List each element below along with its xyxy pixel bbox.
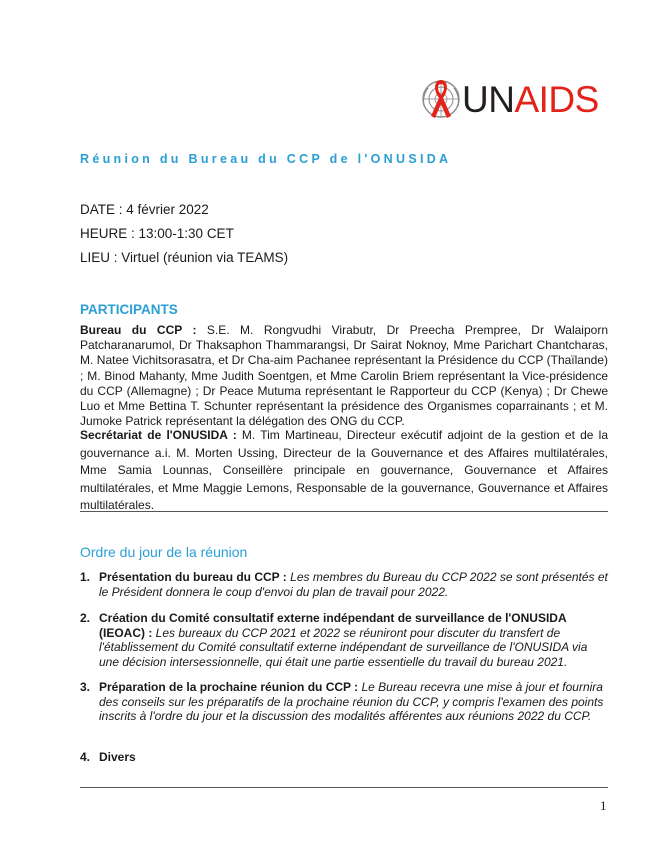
secretariat-label: Secrétariat de l'ONUSIDA : xyxy=(80,428,237,442)
agenda-item-label: Création du Comité consultatif externe indépendant de surveillance de l'ONUSIDA (IEOAC) : xyxy=(99,611,567,640)
agenda-item xyxy=(80,611,608,669)
agenda-item-number: 3. xyxy=(80,680,91,694)
unaids-logo xyxy=(418,76,599,122)
secretariat-paragraph xyxy=(80,427,608,515)
footer-divider xyxy=(80,787,608,788)
bureau-text: S.E. M. Rongvudhi Virabutr, Dr Preecha Prempree, Dr Walaiporn Patcharanarumol, Dr Thaksaphon Thammarangsi, Dr Sairat Noknoy, Mme Parichart Chantcharas, M. Natee Vichitsorasatra, et Dr Cha-aim Pachanee représentant la Présidence du CCP (Thaïlande) ; M. Binod Mahanty, Mme Judith Soentgen, et Mme Carolin Briem représentant la Vice-présidence du CCP (Allemagne) ; Dr Peace Mutuma représentant le Rapporteur du CCP (Kenya) ; Dr Chewe Luo et Mme Bettina T. Schunter représentant la présidence des Organismes coparrainants ; et M. Jumoke Patrick représentant la délégation des ONG du CCP. xyxy=(80,323,608,429)
bureau-label: Bureau du CCP : xyxy=(80,323,197,337)
agenda-item xyxy=(80,680,608,724)
unaids-wordmark: UNAIDS xyxy=(462,78,599,120)
agenda-item xyxy=(80,750,608,765)
bureau-paragraph xyxy=(80,323,608,429)
participants-heading: PARTICIPANTS xyxy=(80,302,178,317)
page-number: 1 xyxy=(600,798,607,813)
agenda-item-label: Divers xyxy=(99,750,136,764)
agenda-item-description: Les membres du Bureau du CCP 2022 se sont présentés et le Président donnera le coup d'envoi du plan de travail pour 2022. xyxy=(99,570,608,599)
document-title: Réunion du Bureau du CCP de l'ONUSIDA xyxy=(80,152,452,166)
agenda-item-label: Préparation de la prochaine réunion du CCP : xyxy=(99,680,359,694)
meeting-time: HEURE : 13:00-1:30 CET xyxy=(80,226,234,241)
un-emblem-ribbon-icon xyxy=(418,76,464,122)
agenda-item-description: Le Bureau recevra une mise à jour et fournira des conseils sur les préparatifs de la prochaine réunion du CCP, y compris l'examen des points inscrits à l'ordre du jour et la discussion des modalités afférentes aux réunions 2022 du CCP. xyxy=(99,680,604,724)
agenda-item-number: 1. xyxy=(80,570,91,584)
meeting-place: LIEU : Virtuel (réunion via TEAMS) xyxy=(80,250,289,265)
agenda-item-number: 2. xyxy=(80,611,91,625)
agenda-heading: Ordre du jour de la réunion xyxy=(80,544,248,560)
agenda-item-description: Les bureaux du CCP 2021 et 2022 se réuniront pour discuter du transfert de l'établissement du Comité consultatif externe indépendant de surveillance de l'ONUSIDA via une décision intersessionnelle, qui était une partie essentielle du travail du bureau 2021. xyxy=(99,625,588,669)
agenda-item xyxy=(80,570,608,599)
meeting-date: DATE : 4 février 2022 xyxy=(80,202,209,217)
agenda-item-number: 4. xyxy=(80,750,91,764)
secretariat-text: M. Tim Martineau, Directeur exécutif adjoint de la gestion et de la gouvernance a.i. M. Morten Ussing, Directeur de la Gouvernance et des Affaires multilatérales, Mme Samia Lounnas, Conseillère principale en gouvernance, Gouvernance et Affaires multilatérales, et Mme Maggie Lemons, Responsable de la gouvernance, Gouvernance et Affaires multilatérales. xyxy=(80,428,608,513)
section-divider xyxy=(80,511,608,512)
agenda-item-label: Présentation du bureau du CCP : xyxy=(99,570,287,584)
